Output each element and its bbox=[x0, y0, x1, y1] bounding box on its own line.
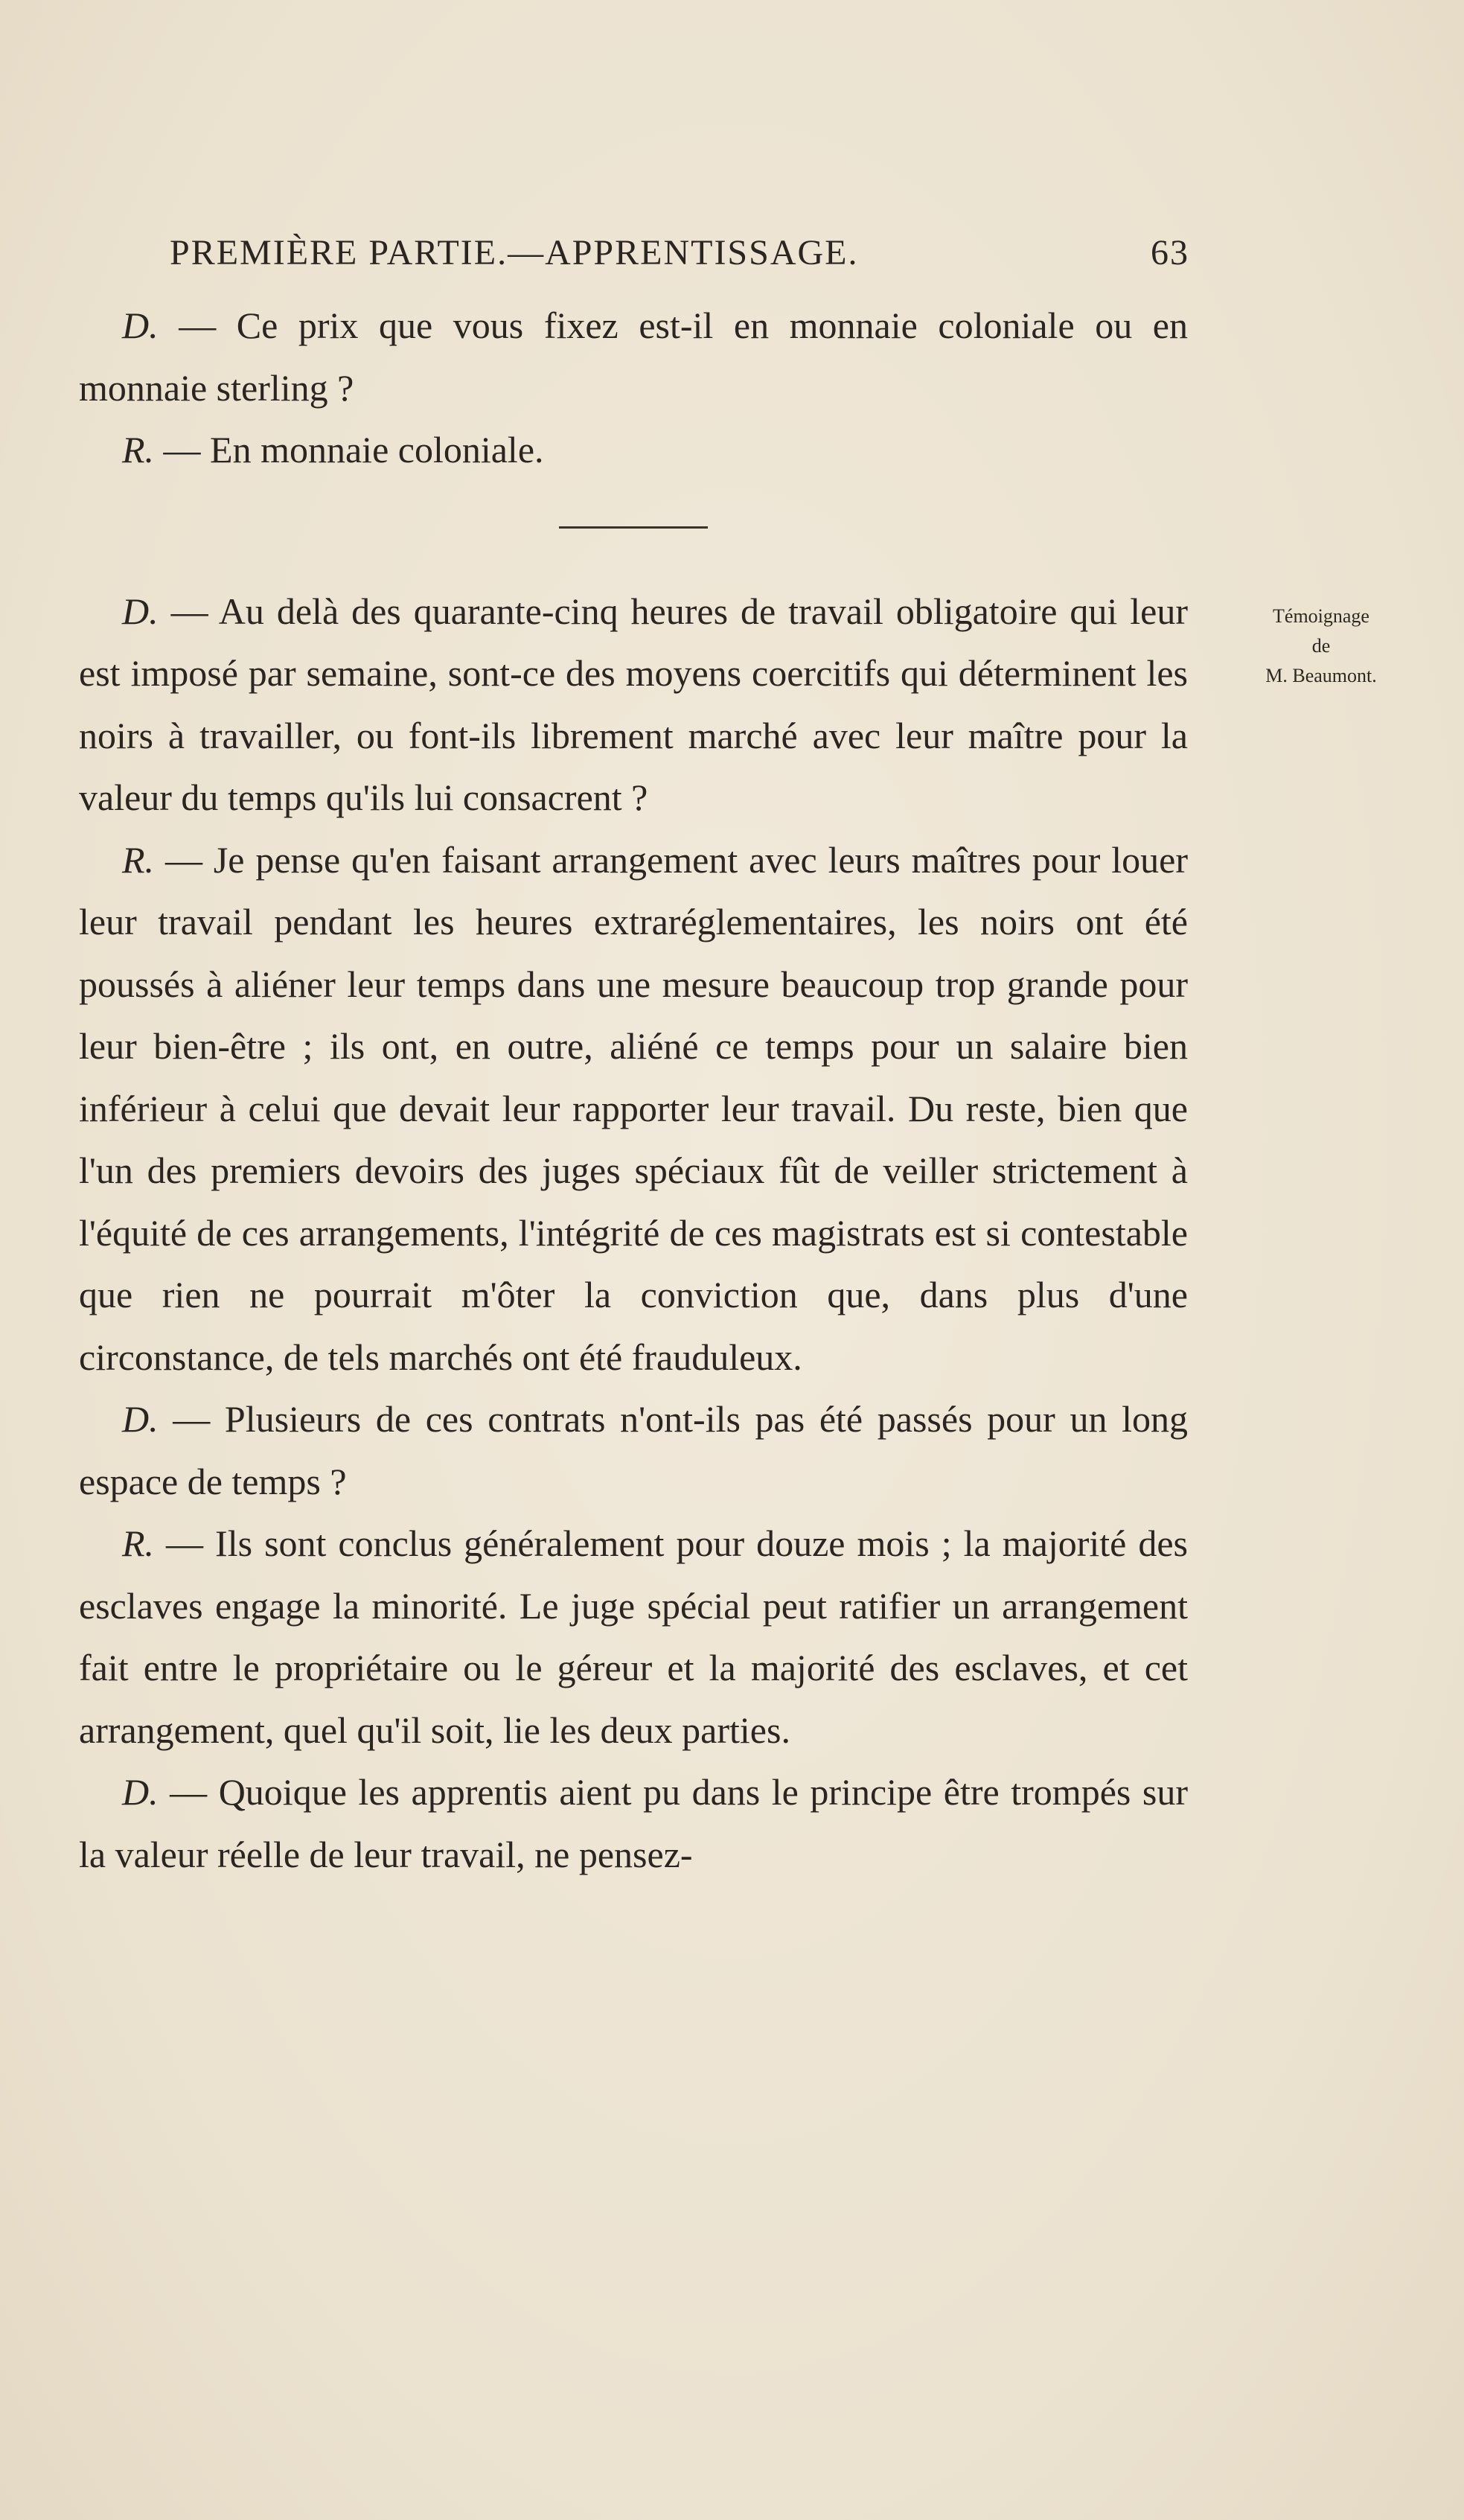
paragraph bbox=[79, 295, 1188, 419]
margin-note bbox=[1258, 602, 1384, 691]
margin-note-line: de bbox=[1311, 635, 1331, 657]
margin-note-line: M. Beaumont. bbox=[1265, 665, 1377, 686]
page-number: 63 bbox=[1151, 233, 1189, 272]
section-divider bbox=[559, 526, 708, 529]
body-text bbox=[79, 295, 1188, 1886]
paragraph bbox=[79, 829, 1188, 1389]
speaker-label: R. bbox=[122, 429, 155, 470]
running-head bbox=[170, 232, 1189, 277]
paragraph-text: — En monnaie coloniale. bbox=[154, 429, 544, 470]
speaker-label: D. bbox=[122, 1771, 159, 1813]
paragraph-text: — Ce prix que vous fixez est-il en monnaie coloniale ou en monnaie sterling ? bbox=[79, 304, 1188, 409]
margin-note-line: Témoignage bbox=[1273, 605, 1369, 627]
paragraph bbox=[79, 419, 1188, 482]
paragraph-text: — Au delà des quarante-cinq heures de travail obligatoire qui leur est imposé par semaine, sont-ce des moyens coercitifs qui déterminent les noirs à travailler, ou font-ils librement marché avec leur maître pour la valeur du temps qu'ils lui consacrent ? bbox=[79, 590, 1188, 818]
paragraph bbox=[79, 581, 1188, 829]
paragraph-text: — Je pense qu'en faisant arrangement avec leurs maîtres pour louer leur travail pendant les heures extraréglementaires, les noirs ont été poussés à aliéner leur temps dans une mesure beaucoup trop grande pour leur bien-être ; ils ont, en outre, aliéné ce temps pour un salaire bien inférieur à celui que devait leur rapporter leur travail. Du reste, bien que l'un des premiers devoirs des juges spéciaux fût de veiller strictement à l'équité de ces arrangements, l'intégrité de ces magistrats est si contestable que rien ne pourrait m'ôter la conviction que, dans plus d'une circonstance, de tels marchés ont été frauduleux. bbox=[79, 838, 1188, 1378]
speaker-label: R. bbox=[122, 1522, 155, 1564]
paragraph bbox=[79, 1388, 1188, 1513]
running-head-title: PREMIÈRE PARTIE.—APPRENTISSAGE. bbox=[170, 233, 859, 272]
paragraph bbox=[79, 1761, 1188, 1886]
paragraph bbox=[79, 1513, 1188, 1761]
speaker-label: D. bbox=[122, 304, 159, 346]
speaker-label: R. bbox=[122, 838, 155, 881]
paragraph-text: — Plusieurs de ces contrats n'ont-ils pas été passés pour un long espace de temps ? bbox=[79, 1398, 1188, 1502]
paragraph-text: — Ils sont conclus généralement pour douze mois ; la majorité des esclaves engage la minorité. Le juge spécial peut ratifier un arrangement fait entre le propriétaire ou le géreur et la majorité des esclaves, et cet arrangement, quel qu'il soit, lie les deux parties. bbox=[79, 1522, 1188, 1751]
speaker-label: D. bbox=[122, 590, 159, 632]
speaker-label: D. bbox=[122, 1398, 159, 1440]
paragraph-text: — Quoique les apprentis aient pu dans le principe être trompés sur la valeur réelle de leur travail, ne pensez- bbox=[79, 1771, 1188, 1875]
